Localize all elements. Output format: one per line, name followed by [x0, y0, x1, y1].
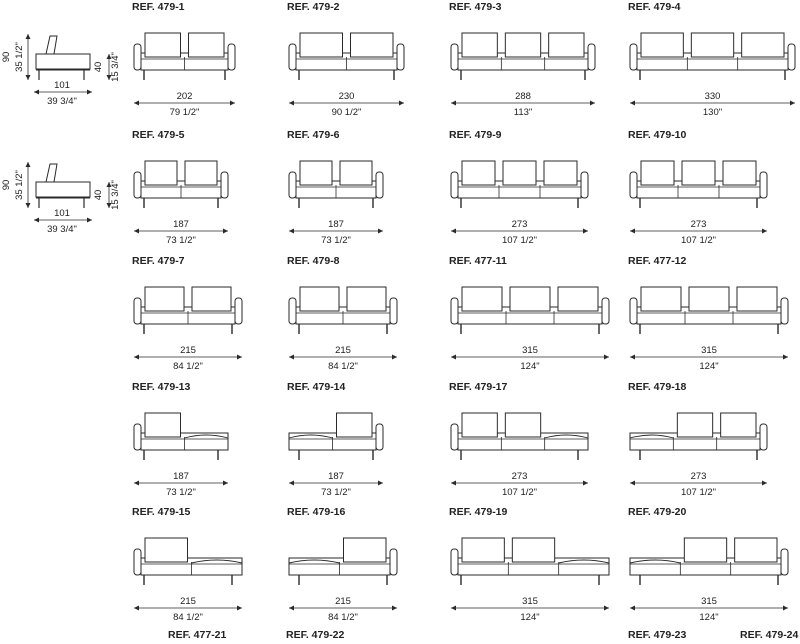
sofa-model: [289, 413, 383, 498]
sofa-model: [289, 538, 397, 623]
total-height-in: 35 1/2": [14, 170, 25, 200]
sofa-model: [134, 33, 235, 118]
right-arm: [602, 298, 609, 324]
arrow-head-left: [134, 101, 139, 106]
right-arm: [788, 44, 795, 70]
arrow-head-left: [630, 606, 635, 611]
arrow-head-right: [762, 229, 767, 234]
model-ref-label: REF. 477-12: [628, 255, 687, 267]
model-ref-label: REF. 479-15: [132, 506, 191, 518]
right-arm: [376, 424, 383, 450]
arrow-head-right: [378, 229, 383, 234]
back-cushion: [505, 413, 540, 437]
width-cm: 273: [511, 471, 528, 482]
right-arm: [397, 44, 404, 70]
chaise-top: [559, 560, 609, 563]
arrow-head-left: [289, 355, 294, 360]
left-arm: [134, 44, 141, 70]
arrow-head-left: [289, 606, 294, 611]
arrow-head-left: [630, 481, 635, 486]
left-arm: [134, 298, 141, 324]
arrow-head-left: [451, 606, 456, 611]
back-cushion: [145, 161, 177, 185]
back-cushion: [503, 161, 536, 185]
arrow-head-left: [134, 481, 139, 486]
total-height-cm: 90: [1, 51, 12, 63]
width-in: 124": [520, 361, 540, 372]
width-cm: 315: [701, 596, 717, 607]
back-cushion: [737, 287, 777, 311]
back-cushion: [347, 287, 386, 311]
back-cushion: [641, 287, 681, 311]
back-cushion: [462, 287, 502, 311]
back-cushion: [300, 287, 339, 311]
footer-ref-label: REF. 479-22: [286, 629, 345, 641]
arrow-head-right: [230, 101, 235, 106]
arrow-head-right: [392, 355, 397, 360]
width-in: 107 1/2": [680, 487, 717, 498]
total-height-dimension: [26, 34, 31, 80]
arrow-head-bottom: [26, 75, 31, 80]
seat-height-cm: 40: [93, 61, 104, 73]
right-arm: [376, 172, 383, 198]
sofa-model: [289, 33, 404, 118]
model-ref-label: REF. 479-9: [449, 129, 502, 141]
sofa-model: [630, 538, 788, 623]
right-arm: [588, 44, 595, 70]
arrow-head-left: [630, 229, 635, 234]
back-cushion: [192, 287, 231, 311]
arrow-head-right: [604, 355, 609, 360]
back-cushion: [351, 33, 394, 57]
width-in: 124": [699, 612, 719, 623]
back-cushion: [145, 413, 181, 437]
back-cushion: [689, 287, 729, 311]
total-height-in: 35 1/2": [14, 42, 25, 72]
sofa-model: [630, 33, 795, 118]
right-arm: [581, 172, 588, 198]
width-cm: 230: [338, 91, 355, 102]
width-cm: 202: [176, 91, 193, 102]
arrow-head-right: [378, 481, 383, 486]
total-height-cm: 90: [1, 179, 12, 191]
depth-cm: 101: [54, 208, 70, 219]
seat-height-in: 15 3/4": [110, 180, 121, 210]
width-in: 84 1/2": [173, 612, 203, 623]
arrow-head-left: [451, 229, 456, 234]
model-ref-label: REF. 479-18: [628, 381, 687, 393]
left-arm: [134, 172, 141, 198]
arrow-head-left: [34, 90, 39, 95]
arrow-head-left: [289, 101, 294, 106]
left-arm: [134, 549, 141, 575]
width-cm: 215: [180, 596, 196, 607]
back-cushion: [682, 161, 715, 185]
width-cm: 187: [328, 471, 344, 482]
back-cushion: [684, 538, 726, 562]
back-cushion: [462, 161, 495, 185]
arrow-head-left: [134, 229, 139, 234]
sofa-model: [134, 287, 242, 372]
model-ref-label: REF. 479-10: [628, 129, 687, 141]
back-cushion: [505, 33, 540, 57]
left-arm: [630, 44, 637, 70]
model-ref-label: REF. 479-20: [628, 506, 687, 518]
width-cm: 273: [690, 219, 707, 230]
arrow-head-left: [134, 355, 139, 360]
right-arm: [390, 549, 397, 575]
arrow-head-left: [34, 218, 39, 223]
arrow-head-left: [134, 606, 139, 611]
sofa-model: [289, 161, 383, 246]
sofa-model: [451, 33, 595, 118]
left-arm: [630, 172, 637, 198]
model-ref-label: REF. 479-16: [287, 506, 346, 518]
arrow-head-left: [289, 481, 294, 486]
arrow-head-right: [237, 606, 242, 611]
arrow-head-right: [783, 355, 788, 360]
width-cm: 187: [173, 471, 189, 482]
chaise-top: [289, 435, 333, 438]
seat-height-in: 15 3/4": [110, 52, 121, 82]
sofa-model: [630, 161, 767, 246]
side-view: [1, 162, 121, 235]
back-cushion: [742, 33, 784, 57]
width-cm: 273: [511, 219, 528, 230]
arrow-head-right: [604, 606, 609, 611]
arrow-head-right: [783, 606, 788, 611]
width-in: 90 1/2": [331, 107, 362, 118]
right-arm: [390, 298, 397, 324]
right-arm: [221, 172, 228, 198]
arrow-head-top: [26, 34, 31, 39]
back-cushion: [735, 538, 777, 562]
back-cushion: [721, 413, 756, 437]
model-ref-label: REF. 479-2: [287, 1, 340, 13]
arrow-head-left: [451, 355, 456, 360]
back-cushion: [462, 33, 497, 57]
side-seat: [36, 182, 90, 197]
width-cm: 187: [328, 219, 344, 230]
width-in: 73 1/2": [166, 235, 196, 246]
model-ref-label: REF. 479-5: [132, 129, 185, 141]
left-arm: [451, 44, 458, 70]
right-arm: [760, 424, 767, 450]
model-ref-label: REF. 479-17: [449, 381, 508, 393]
sofa-model: [451, 287, 609, 372]
sofa-model: [134, 161, 228, 246]
model-ref-label: REF. 479-4: [628, 1, 681, 13]
sofa-model: [630, 413, 767, 498]
arrow-head-right: [590, 101, 595, 106]
width-in: 113": [513, 107, 533, 118]
back-cushion: [723, 161, 756, 185]
arrow-head-right: [399, 101, 404, 106]
chaise-top: [545, 435, 588, 438]
width-cm: 215: [335, 596, 351, 607]
sofa-model: [451, 413, 588, 498]
left-arm: [289, 172, 296, 198]
arrow-head-right: [237, 355, 242, 360]
left-arm: [289, 44, 296, 70]
width-in: 107 1/2": [501, 487, 538, 498]
arrow-head-right: [87, 90, 92, 95]
arrow-head-left: [630, 355, 635, 360]
left-arm: [451, 172, 458, 198]
left-arm: [451, 298, 458, 324]
width-cm: 315: [522, 596, 538, 607]
left-arm: [451, 549, 458, 575]
footer-ref-label: REF. 479-24: [740, 629, 799, 641]
back-cushion: [558, 287, 598, 311]
width-in: 73 1/2": [166, 487, 196, 498]
back-cushion: [549, 33, 584, 57]
back-cushion: [189, 33, 225, 57]
depth-cm: 101: [54, 80, 70, 91]
chaise-top: [630, 560, 680, 563]
arrow-head-right: [583, 481, 588, 486]
model-ref-label: REF. 479-14: [287, 381, 346, 393]
width-cm: 330: [704, 91, 721, 102]
depth-in: 39 3/4": [47, 96, 77, 107]
left-arm: [289, 298, 296, 324]
total-height-dimension: [26, 162, 31, 208]
model-ref-label: REF. 479-1: [132, 1, 185, 13]
model-ref-label: REF. 479-8: [287, 255, 340, 267]
arrow-head-right: [762, 481, 767, 486]
arrow-head-right: [790, 101, 795, 106]
back-cushion: [337, 413, 373, 437]
sofa-model: [630, 287, 788, 372]
back-cushion: [512, 538, 554, 562]
model-ref-label: REF. 477-11: [449, 255, 507, 267]
width-in: 130": [702, 107, 723, 118]
back-cushion: [641, 33, 683, 57]
width-in: 107 1/2": [501, 235, 538, 246]
width-in: 79 1/2": [169, 107, 200, 118]
footer-ref-label: REF. 479-23: [628, 629, 687, 641]
arrow-head-left: [451, 101, 456, 106]
arrow-head-left: [630, 101, 635, 106]
depth-in: 39 3/4": [47, 224, 77, 235]
width-cm: 315: [701, 345, 717, 356]
sofa-model: [134, 538, 242, 623]
width-cm: 273: [690, 471, 707, 482]
back-cushion: [300, 161, 332, 185]
back-cushion: [462, 413, 497, 437]
width-in: 73 1/2": [321, 487, 351, 498]
width-cm: 288: [515, 91, 531, 102]
back-cushion: [145, 287, 184, 311]
arrow-head-top: [26, 162, 31, 167]
width-in: 107 1/2": [680, 235, 717, 246]
back-cushion: [677, 413, 712, 437]
arrow-head-right: [223, 229, 228, 234]
back-cushion: [185, 161, 217, 185]
back-cushion: [462, 538, 504, 562]
back-cushion: [145, 538, 188, 562]
right-arm: [235, 298, 242, 324]
side-view: [1, 34, 121, 107]
arrow-head-right: [392, 606, 397, 611]
model-ref-label: REF. 479-13: [132, 381, 191, 393]
footer-ref-label: REF. 477-21: [168, 629, 227, 641]
side-back-cushion: [46, 36, 57, 54]
back-cushion: [340, 161, 372, 185]
left-arm: [134, 424, 141, 450]
width-cm: 215: [180, 345, 196, 356]
width-in: 73 1/2": [321, 235, 351, 246]
sofa-model: [451, 538, 609, 623]
width-in: 124": [520, 612, 540, 623]
width-cm: 315: [522, 345, 538, 356]
width-cm: 187: [173, 219, 189, 230]
right-arm: [760, 172, 767, 198]
width-in: 84 1/2": [173, 361, 203, 372]
sofa-model: [451, 161, 588, 246]
chaise-top: [289, 560, 340, 563]
right-arm: [781, 298, 788, 324]
right-arm: [781, 549, 788, 575]
seat-height-cm: 40: [93, 189, 104, 201]
model-ref-label: REF. 479-19: [449, 506, 508, 518]
chaise-top: [630, 435, 673, 438]
left-arm: [630, 298, 637, 324]
width-in: 84 1/2": [328, 361, 358, 372]
model-ref-label: REF. 479-6: [287, 129, 340, 141]
arrow-head-left: [451, 481, 456, 486]
side-back-cushion: [46, 164, 57, 182]
width-in: 124": [699, 361, 719, 372]
arrow-head-bottom: [26, 203, 31, 208]
model-ref-label: REF. 479-7: [132, 255, 185, 267]
arrow-head-right: [87, 218, 92, 223]
arrow-head-right: [223, 481, 228, 486]
left-arm: [451, 424, 458, 450]
right-arm: [228, 44, 235, 70]
chaise-top: [192, 560, 243, 563]
back-cushion: [344, 538, 387, 562]
sofa-model: [134, 413, 228, 498]
sofa-model: [289, 287, 397, 372]
back-cushion: [300, 33, 343, 57]
chaise-top: [185, 435, 229, 438]
back-cushion: [544, 161, 577, 185]
side-seat: [36, 54, 90, 69]
arrow-head-left: [289, 229, 294, 234]
model-ref-label: REF. 479-3: [449, 1, 502, 13]
arrow-head-right: [583, 229, 588, 234]
back-cushion: [145, 33, 181, 57]
back-cushion: [691, 33, 733, 57]
back-cushion: [510, 287, 550, 311]
back-cushion: [641, 161, 674, 185]
width-in: 84 1/2": [328, 612, 358, 623]
width-cm: 215: [335, 345, 351, 356]
